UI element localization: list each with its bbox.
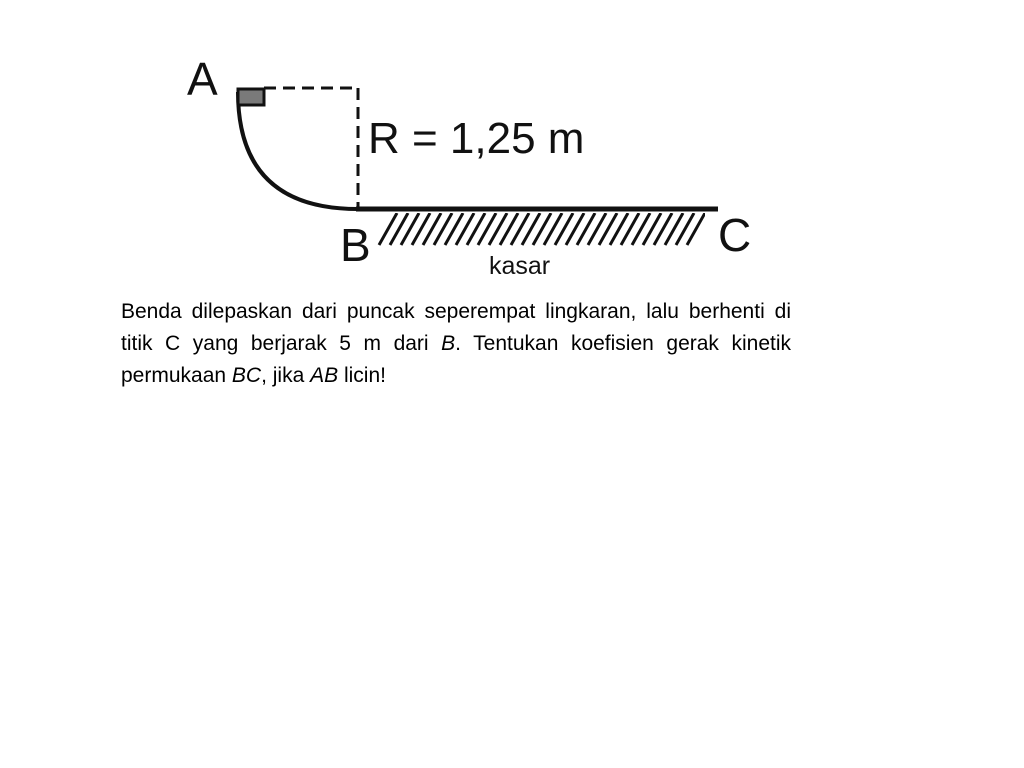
problem-text-2: . Tentukan koefisien gerak kinetik permukaan bbox=[121, 332, 791, 387]
quarter-circle-track bbox=[238, 92, 358, 209]
surface-hatching bbox=[379, 213, 705, 245]
segment-ab-ref: AB bbox=[310, 364, 339, 387]
physics-diagram bbox=[0, 0, 1024, 290]
segment-bc-ref: BC bbox=[231, 364, 262, 387]
point-b-ref: B bbox=[441, 332, 456, 355]
label-point-b: B bbox=[340, 219, 371, 271]
problem-statement bbox=[121, 296, 791, 392]
block-object bbox=[238, 89, 264, 105]
problem-text-3: , jika bbox=[261, 364, 311, 387]
label-point-a: A bbox=[187, 53, 218, 105]
label-point-c: C bbox=[718, 209, 752, 261]
problem-text-1: Benda dilepaskan dari puncak seperempat lingkaran, lalu berhenti di titik C yang berjarak 5 m dari bbox=[121, 300, 791, 355]
problem-text-4: licin! bbox=[338, 364, 386, 387]
label-radius: R = 1,25 m bbox=[368, 114, 585, 163]
label-surface-rough: kasar bbox=[489, 252, 551, 280]
